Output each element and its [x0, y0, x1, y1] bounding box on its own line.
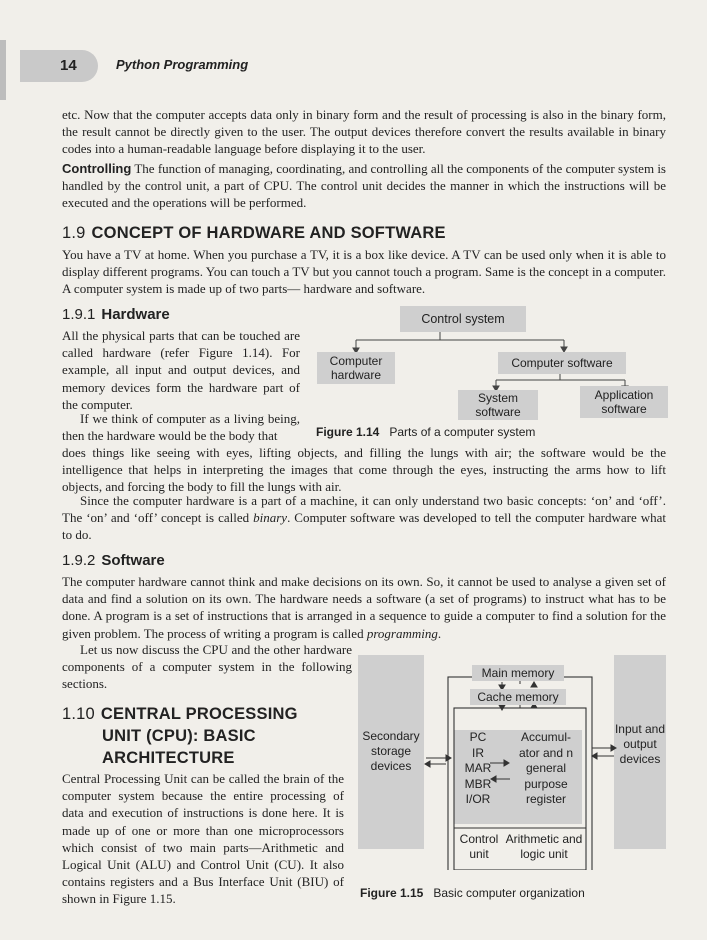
- software-paragraph-1: [62, 573, 666, 642]
- alu-label: Arithmetic and logic unit: [505, 832, 583, 861]
- section-1-10-title-line1: CENTRAL PROCESSING: [100, 705, 298, 723]
- register-ir: IR: [472, 745, 484, 760]
- computer-hardware-box: Computer hardware: [317, 352, 395, 384]
- figure-1-15-caption: [360, 886, 585, 900]
- section-1-10-title-line2: UNIT (CPU): BASIC: [102, 727, 256, 745]
- hardware-paragraph-3-b: . Computer software was developed to tell the computer hardware what to do.: [62, 510, 666, 543]
- figure-1-14-label: Figure 1.14: [316, 425, 380, 439]
- fig15-arrow: [592, 753, 597, 759]
- hardware-paragraph-1: All the physical parts that can be touched are called hardware (refer Figure 1.14). For example, all input and output devices, and memory devices form the hardware part of the computer.: [62, 328, 300, 412]
- register-pc: PC: [469, 730, 487, 744]
- section-1-10-number: 1.10: [62, 705, 95, 723]
- section-1-9-1-heading: [62, 306, 170, 323]
- control-system-box: Control system: [400, 306, 526, 332]
- section-1-9-title: CONCEPT OF HARDWARE AND SOFTWARE: [91, 224, 446, 242]
- fig15-arrow: [425, 761, 430, 767]
- section-1-9-2-heading: [62, 552, 165, 569]
- controlling-paragraph: [62, 160, 666, 212]
- control-unit-label: Control unit: [459, 832, 499, 861]
- figure-1-15-caption-text: Basic computer organization: [433, 886, 585, 900]
- register-list: [460, 730, 496, 808]
- section-1-9-2-title: Software: [101, 552, 165, 569]
- section-1-9-1-number: 1.9.1: [62, 306, 96, 323]
- page-number-tab: [20, 50, 98, 82]
- register-ior: I/OR: [465, 792, 491, 806]
- application-software-box: Application software: [580, 386, 668, 418]
- software-paragraph-2: Let us now discuss the CPU and the other hardware components of a computer system in the following sections.: [62, 642, 352, 692]
- controlling-term: Controlling: [62, 161, 132, 176]
- figure-1-14-caption-text: Parts of a computer system: [389, 425, 536, 439]
- section-1-10-title-line3: ARCHITECTURE: [102, 749, 235, 767]
- page-edge: [0, 40, 6, 100]
- section-1-9-number: 1.9: [62, 224, 86, 242]
- fig15-arrow: [531, 682, 537, 687]
- software-paragraph-1-b: .: [437, 625, 442, 641]
- system-software-box: System software: [458, 390, 538, 420]
- fig15-arrow: [504, 760, 509, 766]
- section-1-10-heading: [62, 703, 298, 769]
- hardware-paragraph-2-rest: does things like seeing with eyes, lifting objects, and filling the lungs with air; the software would be the intelligence that helps in interpreting the images that come through the eyes, instructing the arms how to lift objects, and forcing the body to fill the lungs with air.: [62, 445, 666, 495]
- register-mbr: MBR: [464, 776, 492, 791]
- section-1-9-paragraph: You have a TV at home. When you purchase a TV, it is a box like device. A TV can be used only when it is able to display different programs. You can touch a TV but you cannot touch a program. Same is the concept in a computer. A computer system is made up of two parts— hardware and software.: [62, 247, 666, 297]
- figure-1-15-label: Figure 1.15: [360, 886, 424, 900]
- cache-memory-box: Cache memory: [470, 689, 566, 705]
- controlling-text: The function of managing, coordinating, and controlling all the components of the computer system is handled by the control unit, a part of CPU. The control unit decides the manner in which the instructions will be executed and the operations will be performed.: [62, 161, 666, 211]
- main-memory-box: Main memory: [472, 665, 564, 681]
- intro-paragraph: etc. Now that the computer accepts data only in binary form and the result of processing is also in the binary form, the result cannot be directly given to the user. The output devices therefore convert the results available in binary codes into a human-readable language before displaying it to the user.: [62, 107, 666, 157]
- page-number: 14: [60, 57, 77, 74]
- input-output-label: Input and output devices: [614, 722, 666, 766]
- section-1-10-paragraph: Central Processing Unit can be called the brain of the computer system because the entire processing of data and execution of instructions is done here. It is made up of one or more than one microprocessors which consist of two main parts—Arithmetic and Logical Unit (ALU) and Control Unit (CU). It also contains registers and a Bus Interface Unit (BIU) of shown in Figure 1.15.: [62, 771, 344, 907]
- section-1-9-heading: [62, 224, 446, 243]
- running-head: Python Programming: [116, 57, 249, 72]
- figure-1-14-caption: [316, 425, 535, 439]
- section-1-9-2-number: 1.9.2: [62, 552, 96, 569]
- programming-term: programming: [366, 625, 438, 641]
- accumulator-label: Accumul- ator and n general purpose register: [518, 730, 574, 806]
- binary-term: binary: [253, 510, 288, 526]
- hardware-paragraph-3-a: Since the computer hardware is a part of a machine, it can only understand two basic concepts: ‘on’ and ‘off’. The ‘on’ and ‘off’ concept is called: [62, 493, 666, 526]
- section-1-9-1-title: Hardware: [101, 306, 170, 323]
- hardware-paragraph-2-start: If we think of computer as a living being, then the hardware would be the body that: [62, 411, 300, 444]
- computer-software-box: Computer software: [498, 352, 626, 374]
- hardware-paragraph-3: [62, 492, 666, 544]
- software-paragraph-1-a: The computer hardware cannot think and make decisions on its own. So, it cannot be used to analyse a given set of data and find a solution on its own. The hardware needs a software (a set of programs) to instruct what has to be done. A program is a set of instructions that is arranged in a sequence to guide a computer to find a solution for the given problem. The process of writing a program is called: [62, 574, 666, 641]
- secondary-storage-label: Secondary storage devices: [362, 729, 420, 773]
- register-mar: MAR: [464, 761, 492, 775]
